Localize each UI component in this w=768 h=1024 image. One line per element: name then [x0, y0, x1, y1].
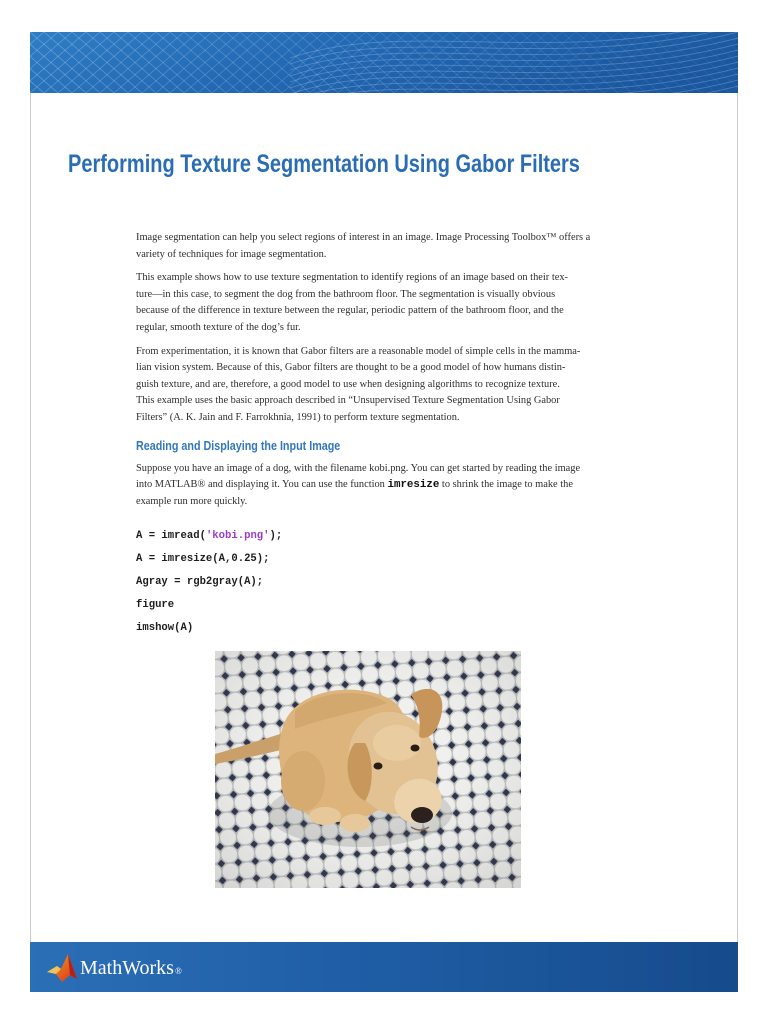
text-line: guish texture, and are, therefore, a good model to use when designing algorithms to recognize texture.	[136, 378, 560, 390]
figure-dog-image	[215, 651, 521, 888]
inline-code-imresize: imresize	[387, 479, 440, 492]
code-line: imshow(A)	[136, 622, 194, 635]
text-fragment: into MATLAB® and displaying it. You can use the function	[136, 479, 388, 491]
dog-paw	[340, 814, 370, 832]
text-line: Suppose you have an image of a dog, with the filename kobi.png. You can get started by reading the image	[136, 462, 581, 474]
dog-eye	[374, 763, 383, 770]
text-line: example run more quickly.	[136, 495, 248, 507]
header-banner	[30, 32, 738, 93]
text-line: This example shows how to use texture segmentation to identify regions of an image based on their tex-	[136, 272, 568, 284]
code-string-literal: 'kobi.png'	[205, 530, 270, 543]
code-line: figure	[136, 599, 175, 612]
brand-name	[80, 955, 182, 981]
section-heading: Reading and Displaying the Input Image	[136, 438, 341, 453]
dog-eye	[411, 745, 420, 752]
text-line: ture—in this case, to segment the dog from the bathroom floor. The segmentation is visually obvious	[136, 288, 556, 300]
dog-nose	[411, 807, 433, 823]
registered-mark: ®	[174, 966, 182, 976]
dog-hind-leg	[281, 751, 325, 811]
text-line: From experimentation, it is known that Gabor filters are a reasonable model of simple cells in the mamma-	[136, 345, 581, 357]
text-line: lian vision system. Because of this, Gabor filters are thought to be a good model of how humans distin-	[136, 362, 566, 374]
text-fragment: to shrink the image to make the	[439, 479, 573, 491]
page-title: Performing Texture Segmentation Using Gabor Filters	[68, 150, 580, 178]
gabor-paragraph	[136, 344, 656, 427]
example-paragraph	[136, 270, 656, 336]
brand-text: MathWorks	[80, 957, 174, 979]
code-line	[136, 528, 656, 544]
text-line	[136, 477, 656, 494]
text-line: variety of techniques for image segmentation.	[136, 248, 327, 260]
text-line: This example uses the basic approach described in “Unsupervised Texture Segmentation Using Gabor	[136, 395, 560, 407]
code-token: A = imread(	[136, 530, 206, 543]
header-banner-graphic	[30, 32, 738, 93]
text-line: Filters” (A. K. Jain and F. Farrokhnia, 1991) to perform texture segmentation.	[136, 411, 460, 423]
code-line: Agray = rgb2gray(A);	[136, 576, 264, 589]
text-line: regular, smooth texture of the dog’s fur.	[136, 321, 301, 333]
code-token: );	[269, 530, 283, 543]
dog-photo	[215, 651, 521, 888]
code-block	[136, 528, 656, 636]
footer-band	[30, 942, 738, 992]
dog-paw	[309, 807, 341, 825]
code-line: A = imresize(A,0.25);	[136, 553, 270, 566]
membrane-logo-icon	[46, 952, 78, 983]
dog-forehead	[373, 725, 421, 761]
text-line: Image segmentation can help you select regions of interest in an image. Image Processing Toolbox™ offers a	[136, 232, 591, 243]
text-line: because of the difference in texture between the regular, periodic pattern of the bathroom floor, and the	[136, 305, 564, 317]
document-body	[136, 230, 656, 643]
section-paragraph	[136, 461, 656, 511]
intro-paragraph	[136, 230, 656, 263]
